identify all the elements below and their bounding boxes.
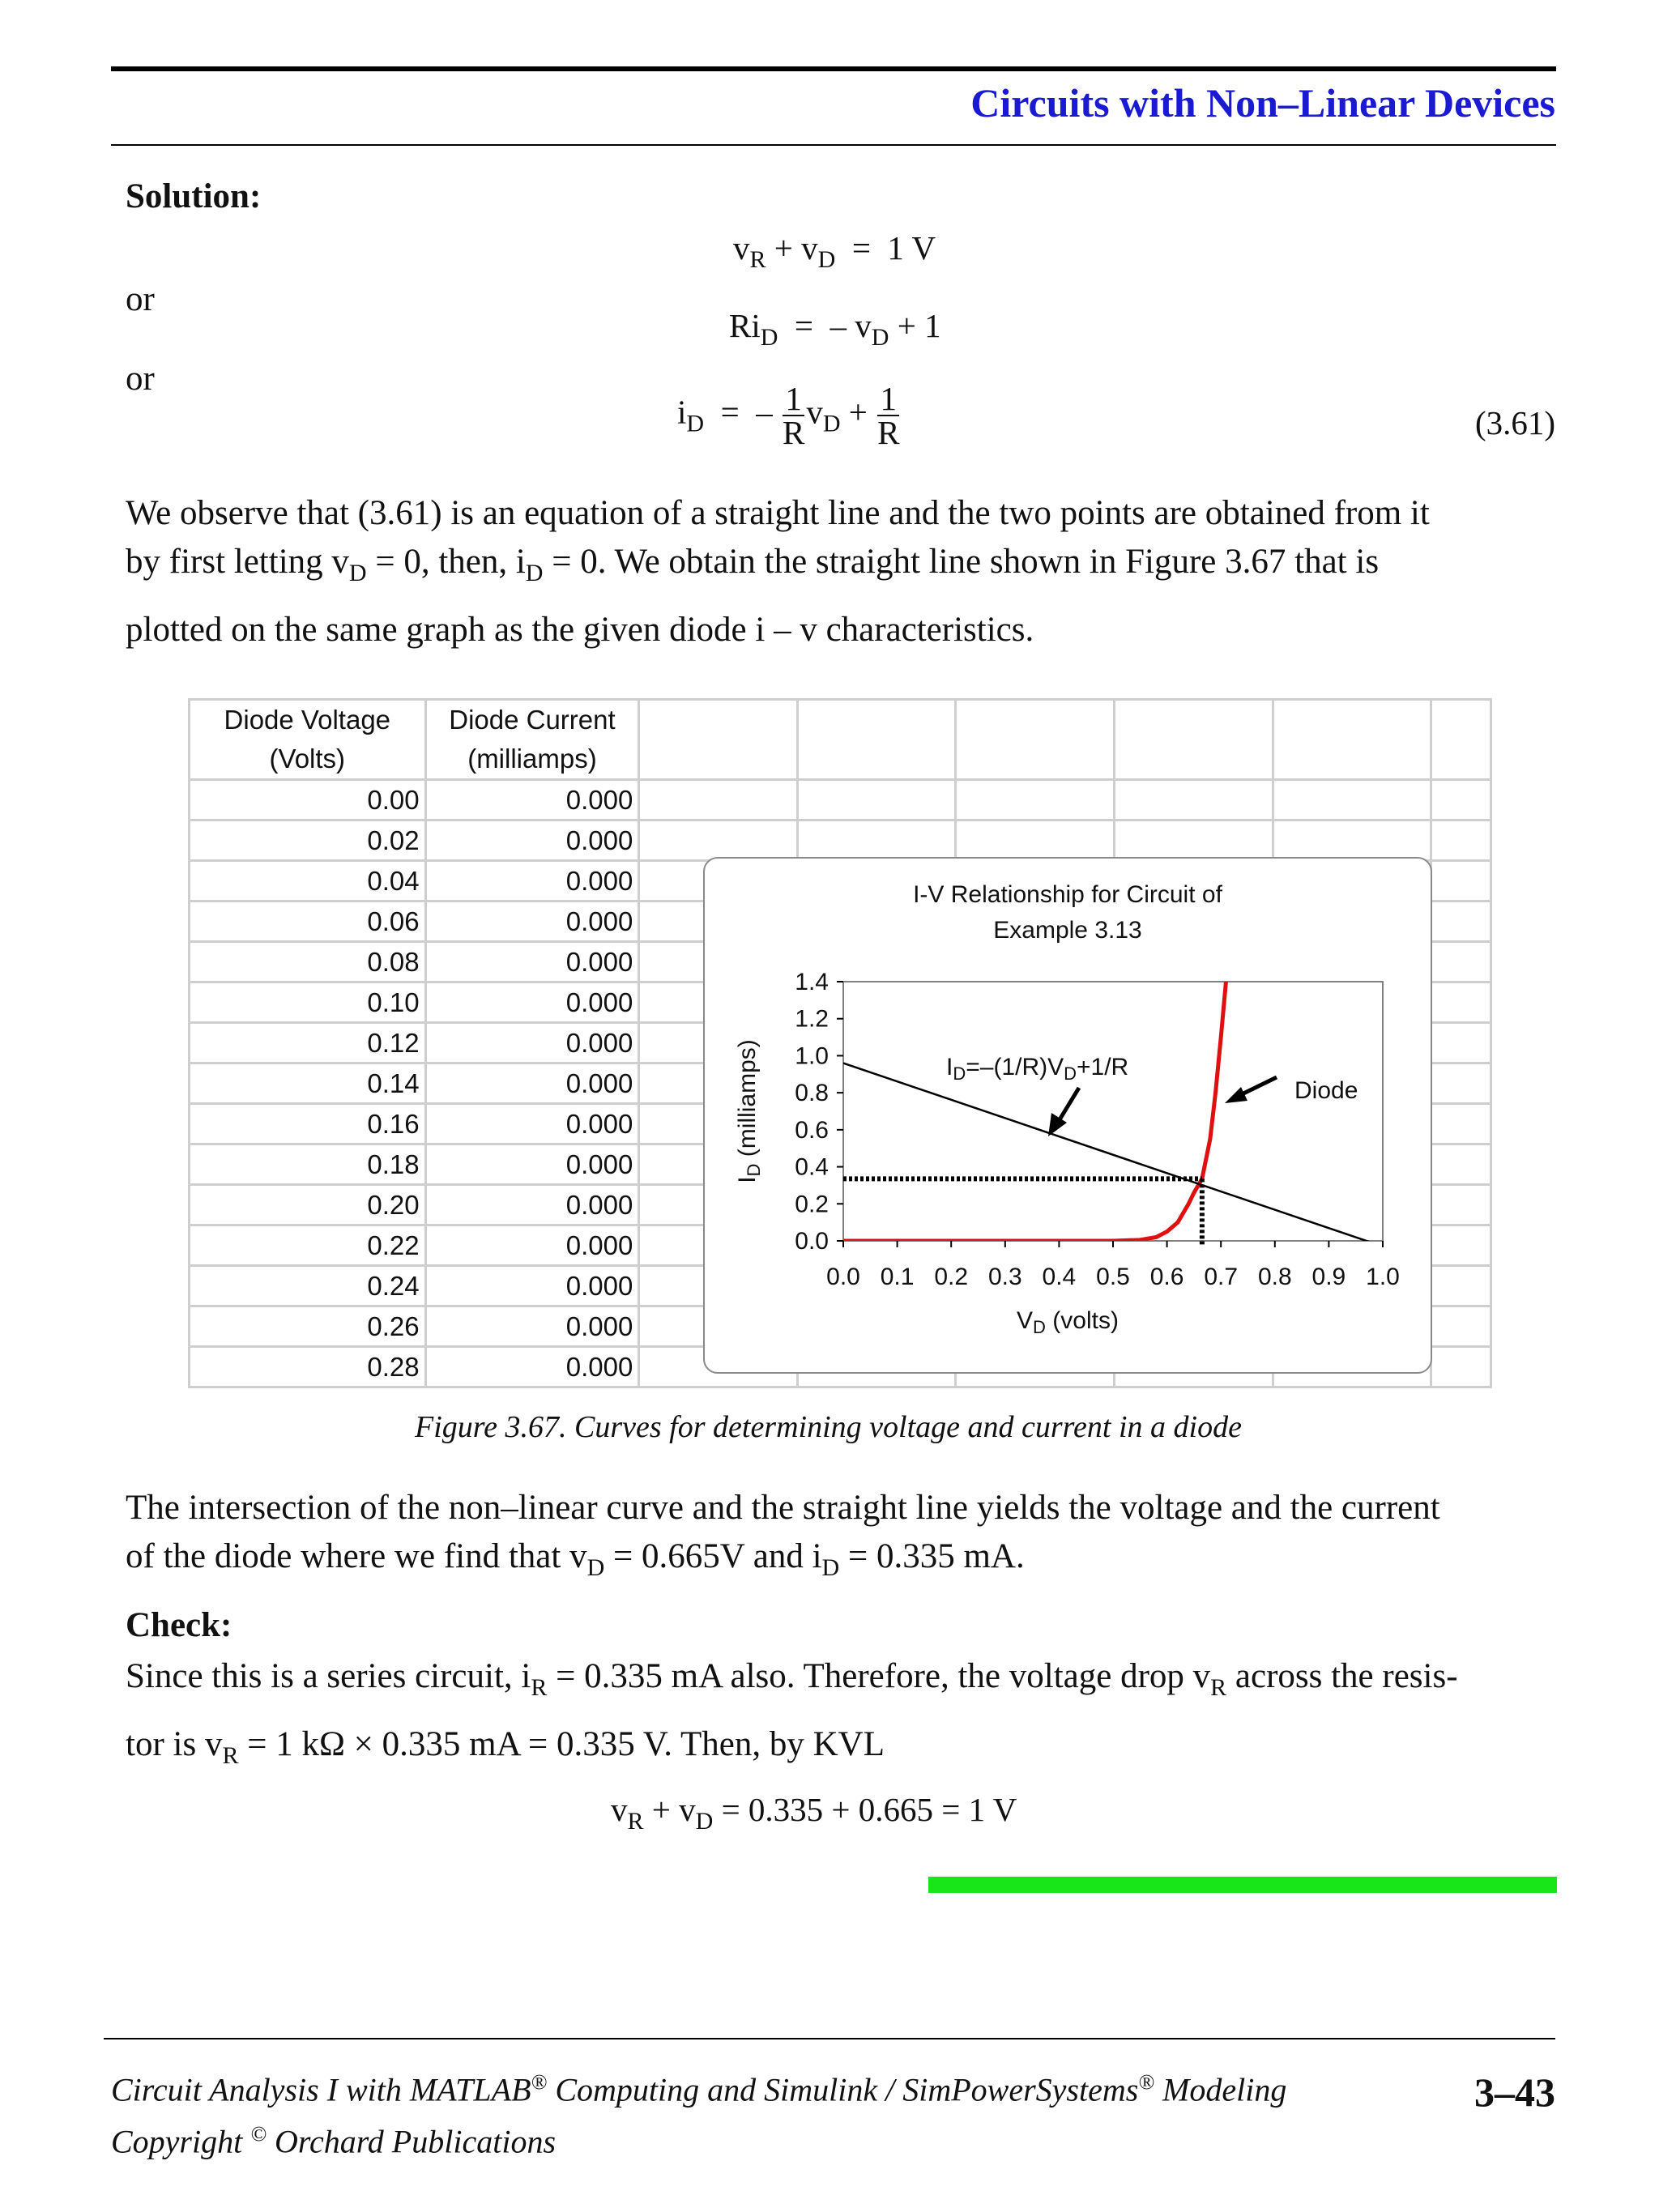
load-line-label-part: D xyxy=(1064,1063,1077,1084)
load-line-label-part: +1/R xyxy=(1077,1054,1129,1080)
y-label-sub: D xyxy=(744,1163,764,1177)
voltage-cell: 0.04 xyxy=(190,861,426,901)
equation-3-61: $i_D$ = – $\frac{1}{R}$ $v_D$ + $\frac{1}{R}$ xyxy=(677,380,900,451)
figure-caption: Figure 3.67. Curves for determining voltage and current in a diode xyxy=(415,1410,1242,1444)
table-row xyxy=(190,780,1491,820)
empty-cell xyxy=(1431,942,1491,982)
current-cell: 0.000 xyxy=(425,1306,639,1347)
empty-cell xyxy=(1431,861,1491,901)
voltage-cell: 0.10 xyxy=(190,982,426,1023)
empty-cell xyxy=(1431,1225,1491,1266)
x-tick-label: 0.7 xyxy=(1204,1264,1239,1290)
diode-arrow-shaft xyxy=(1242,1077,1277,1094)
empty-cell xyxy=(639,700,798,780)
diode-label: Diode xyxy=(1294,1077,1358,1104)
voltage-cell: 0.02 xyxy=(190,820,426,861)
current-cell: 0.000 xyxy=(425,1185,639,1225)
y-tick-label: 0.6 xyxy=(795,1116,829,1144)
chart-title-line-1: I-V Relationship for Circuit of xyxy=(913,881,1222,908)
equation-kvl: $v_R + v_D = 1$ V xyxy=(733,229,936,273)
voltage-cell: 0.14 xyxy=(190,1063,426,1104)
table-row xyxy=(190,820,1491,861)
y-tick-label: 0.4 xyxy=(795,1153,829,1181)
x-tick-label: 0.8 xyxy=(1257,1264,1292,1290)
x-tick-label: 0.0 xyxy=(826,1264,860,1290)
empty-cell xyxy=(1431,1347,1491,1387)
diode-arrow-head xyxy=(1225,1087,1247,1103)
footer-rule xyxy=(104,2038,1555,2039)
end-of-solution-bar xyxy=(928,1877,1557,1893)
x-tick-label: 0.5 xyxy=(1096,1264,1130,1290)
paragraph-3 xyxy=(126,1652,1559,1780)
y-label-unit: (milliamps) xyxy=(734,1039,761,1157)
x-label-main: V xyxy=(1017,1307,1034,1334)
paragraph-2-line-2: of the diode where we find that $v_D = 0.665V$ and $i_D = 0.335$ mA. xyxy=(126,1537,1025,1581)
current-cell: 0.000 xyxy=(425,1347,639,1387)
load-line-label-part: =–(1/R)V xyxy=(966,1054,1064,1080)
header-line: Diode Current xyxy=(449,705,616,735)
x-label-sub: D xyxy=(1033,1317,1046,1337)
paragraph-1-line-2: by first letting $v_D = 0$, then, $i_D = 0$. We obtain the straight line shown in Figure 3.67 that is xyxy=(126,543,1380,586)
diode-curve-series xyxy=(843,978,1226,1241)
paragraph-1 xyxy=(126,489,1559,654)
empty-cell xyxy=(1431,1063,1491,1104)
current-cell: 0.000 xyxy=(425,820,639,861)
empty-cell xyxy=(1431,1306,1491,1347)
empty-cell xyxy=(956,780,1115,820)
footer-copyright: Copyright © Orchard Publications xyxy=(111,2122,557,2160)
current-cell: 0.000 xyxy=(425,942,639,982)
x-axis-label xyxy=(1017,1307,1119,1337)
load-line-arrow-head xyxy=(1048,1113,1067,1136)
voltage-cell: 0.18 xyxy=(190,1144,426,1185)
empty-cell xyxy=(1431,1023,1491,1063)
current-cell: 0.000 xyxy=(425,1225,639,1266)
current-cell: 0.000 xyxy=(425,1063,639,1104)
header-rule xyxy=(111,144,1556,146)
empty-cell xyxy=(797,700,956,780)
paragraph-1-line-3: plotted on the same graph as the given diode i – v characteristics. xyxy=(126,611,1034,649)
header-diode-voltage xyxy=(190,700,426,780)
voltage-cell: 0.06 xyxy=(190,901,426,942)
equation-number: (3.61) xyxy=(1474,404,1555,441)
solution-heading: Solution: xyxy=(126,177,262,215)
current-cell: 0.000 xyxy=(425,780,639,820)
y-axis-label xyxy=(734,1039,764,1183)
empty-cell xyxy=(1431,1144,1491,1185)
voltage-cell: 0.20 xyxy=(190,1185,426,1225)
voltage-cell: 0.28 xyxy=(190,1347,426,1387)
x-tick-label: 0.4 xyxy=(1042,1264,1077,1290)
x-label-unit: (volts) xyxy=(1052,1307,1119,1334)
voltage-cell: 0.26 xyxy=(190,1306,426,1347)
y-tick-label: 0.0 xyxy=(795,1228,829,1255)
y-tick-label: 1.4 xyxy=(795,969,829,995)
page-number: 3–43 xyxy=(1474,2069,1555,2115)
table-header-row xyxy=(190,700,1491,780)
y-tick-label: 1.2 xyxy=(795,1005,829,1033)
empty-cell xyxy=(1431,982,1491,1023)
y-label-main: I xyxy=(734,1176,761,1183)
plot-area xyxy=(843,982,1383,1241)
empty-cell xyxy=(1431,700,1491,780)
empty-cell xyxy=(1273,780,1431,820)
x-tick-label: 1.0 xyxy=(1366,1264,1400,1290)
equation-ohm: $Ri_D$ = – $v_D + 1$ xyxy=(729,307,941,351)
empty-cell xyxy=(1431,1266,1491,1306)
running-header-title: Circuits with Non–Linear Devices xyxy=(970,80,1555,126)
empty-cell xyxy=(1431,1185,1491,1225)
paragraph-2-line-1: The intersection of the non–linear curve and the straight line yields the voltage and the current xyxy=(126,1489,1440,1527)
empty-cell xyxy=(1431,901,1491,942)
y-label-unit-space xyxy=(734,1157,761,1163)
or-label-1: or xyxy=(126,280,155,318)
empty-cell xyxy=(1273,820,1431,861)
load-line-label-part: D xyxy=(953,1063,966,1084)
x-label-unit-space xyxy=(1046,1307,1052,1334)
paragraph-3-line-1: Since this is a series circuit, $i_R = 0.335$ mA also. Therefore, the voltage drop $v_R$ across the resis- xyxy=(126,1657,1458,1701)
empty-cell xyxy=(639,780,798,820)
current-cell: 0.000 xyxy=(425,1144,639,1185)
x-tick-label: 0.3 xyxy=(987,1264,1022,1290)
empty-cell xyxy=(1114,820,1273,861)
empty-cell xyxy=(956,700,1115,780)
current-cell: 0.000 xyxy=(425,1104,639,1144)
footer-book-title: Circuit Analysis I with MATLAB® Computing and Simulink / SimPowerSystems® Modeling xyxy=(111,2070,1287,2108)
current-cell: 0.000 xyxy=(425,982,639,1023)
current-cell: 0.000 xyxy=(425,1266,639,1306)
y-tick-label: 0.2 xyxy=(795,1191,829,1218)
empty-cell xyxy=(797,820,956,861)
x-tick-label: 0.1 xyxy=(880,1264,915,1290)
y-tick-label: 1.0 xyxy=(795,1042,829,1070)
chart-title-line-2: Example 3.13 xyxy=(993,917,1142,944)
current-cell: 0.000 xyxy=(425,1023,639,1063)
load-line-label xyxy=(946,1054,1128,1084)
check-heading: Check: xyxy=(126,1606,232,1644)
paragraph-1-line-1: We observe that (3.61) is an equation of a straight line and the two points are obtained from it xyxy=(126,494,1430,532)
iv-chart-svg xyxy=(705,859,1431,1372)
current-cell: 0.000 xyxy=(425,901,639,942)
empty-cell xyxy=(797,780,956,820)
header-diode-current xyxy=(425,700,639,780)
x-tick-label: 0.6 xyxy=(1149,1264,1184,1290)
empty-cell xyxy=(639,820,798,861)
empty-cell xyxy=(1114,700,1273,780)
empty-cell xyxy=(1114,780,1273,820)
current-cell: 0.000 xyxy=(425,861,639,901)
voltage-cell: 0.24 xyxy=(190,1266,426,1306)
header-line: (milliamps) xyxy=(467,744,597,774)
load-line-label-part: I xyxy=(946,1054,953,1080)
header-line: Diode Voltage xyxy=(224,705,391,735)
voltage-cell: 0.16 xyxy=(190,1104,426,1144)
load-line-arrow-shaft xyxy=(1059,1088,1079,1121)
final-equation: $v_R + v_D = 0.335 + 0.665 = 1$ V xyxy=(611,1791,1017,1835)
header-line: (Volts) xyxy=(269,744,346,774)
iv-chart xyxy=(703,857,1432,1374)
top-rule xyxy=(111,66,1556,71)
paragraph-2 xyxy=(126,1484,1559,1592)
x-tick-label: 0.2 xyxy=(934,1264,969,1290)
or-label-2: or xyxy=(126,360,155,398)
empty-cell xyxy=(1273,700,1431,780)
voltage-cell: 0.00 xyxy=(190,780,426,820)
empty-cell xyxy=(1431,1104,1491,1144)
x-tick-label: 0.9 xyxy=(1311,1264,1346,1290)
voltage-cell: 0.22 xyxy=(190,1225,426,1266)
paragraph-3-line-2: tor is $v_R = 1$ kΩ × 0.335 mA = 0.335 V. Then, by KVL xyxy=(126,1725,885,1769)
empty-cell xyxy=(1431,820,1491,861)
empty-cell xyxy=(1431,780,1491,820)
voltage-cell: 0.08 xyxy=(190,942,426,982)
voltage-cell: 0.12 xyxy=(190,1023,426,1063)
empty-cell xyxy=(956,820,1115,861)
y-tick-label: 0.8 xyxy=(795,1080,829,1107)
